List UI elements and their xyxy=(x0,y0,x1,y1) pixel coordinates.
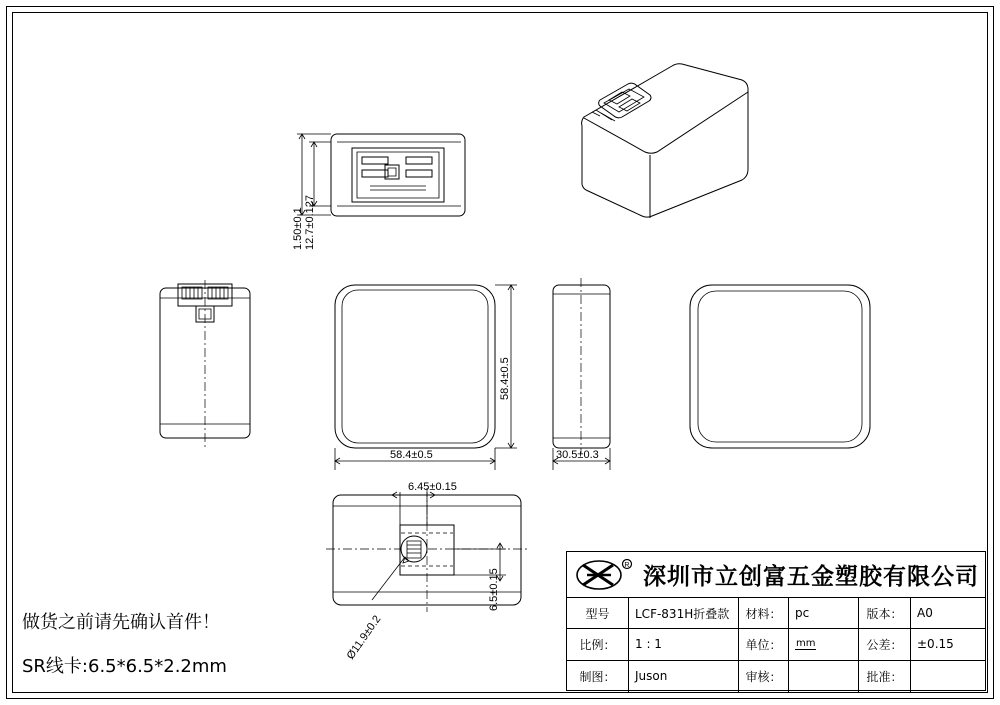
view-top-plug xyxy=(331,134,465,216)
logo-icon xyxy=(573,558,635,592)
value-material: pc xyxy=(789,598,859,628)
value-unit: mm xyxy=(796,637,816,649)
company-name: 深圳市立创富五金塑胶有限公司 xyxy=(643,564,979,590)
value-checked-by xyxy=(789,661,859,692)
value-approved-by xyxy=(911,661,985,692)
value-version: A0 xyxy=(917,606,933,621)
note-confirm-first-article: 做货之前请先确认首件！ xyxy=(22,612,220,633)
dim-front-width-label: 58.4±0.5 xyxy=(390,449,433,461)
dim-top-height-1: 12.7±0.127 xyxy=(304,195,316,250)
value-scale: 1 : 1 xyxy=(629,629,739,659)
view-isometric xyxy=(582,64,748,218)
dim-hole-diameter-label: Ø11.9±0.2 xyxy=(344,613,384,662)
title-block xyxy=(566,551,986,691)
notes-block xyxy=(22,608,227,678)
label-scale: 比例： xyxy=(567,629,629,659)
label-tolerance: 公差： xyxy=(859,629,911,659)
dim-top-heights xyxy=(292,134,331,250)
dim-front-height-label: 58.4±0.5 xyxy=(499,357,511,400)
dim-slot-height-label: 6.5±0.15 xyxy=(488,568,500,611)
dim-side-width xyxy=(553,448,610,470)
title-block-row-scale xyxy=(567,629,985,660)
view-right-side xyxy=(553,278,610,454)
value-unit-wrap xyxy=(789,629,859,659)
svg-text:R: R xyxy=(624,561,630,569)
dim-side-width-label: 30.5±0.3 xyxy=(556,449,599,461)
view-left-side xyxy=(160,280,250,448)
dim-front-width xyxy=(335,448,495,470)
dim-top-height-2: 1.50±0.1 xyxy=(292,207,304,250)
label-material: 材料： xyxy=(739,598,789,628)
company-logo xyxy=(567,552,641,597)
label-drawn-by: 制图： xyxy=(567,661,629,692)
dim-front-height xyxy=(495,285,517,448)
label-model: 型号 xyxy=(567,598,629,628)
label-version: 版本： xyxy=(859,598,911,628)
dim-slot-width-label: 6.45±0.15 xyxy=(408,481,457,493)
label-unit: 单位： xyxy=(739,629,789,659)
label-approved-by: 批准： xyxy=(859,661,911,692)
label-checked-by: 审核： xyxy=(739,661,789,692)
value-tolerance: ±0.15 xyxy=(917,637,954,652)
value-model: LCF-831H折叠款 xyxy=(629,598,739,628)
view-back xyxy=(690,285,870,448)
view-front xyxy=(335,285,495,448)
title-block-row-drawn xyxy=(567,661,985,692)
title-block-header xyxy=(567,552,985,598)
value-drawn-by: Juson xyxy=(629,661,739,692)
title-block-row-model xyxy=(567,598,985,629)
note-sr-clamp-size: SR线卡:6.5*6.5*2.2mm xyxy=(22,656,227,677)
